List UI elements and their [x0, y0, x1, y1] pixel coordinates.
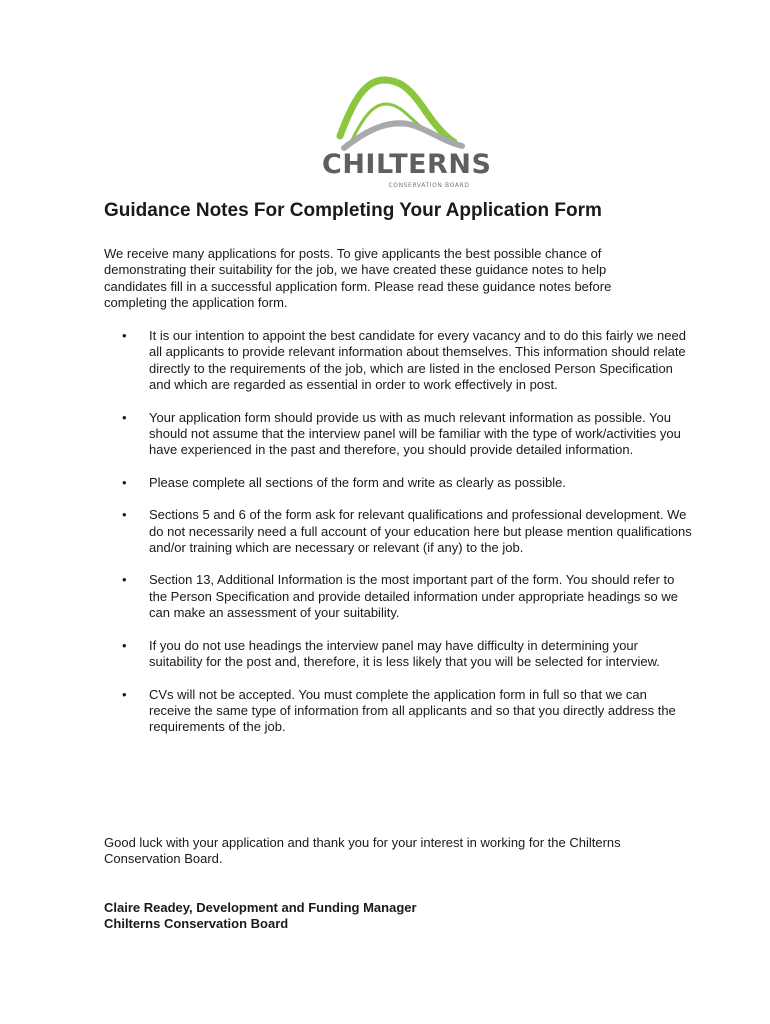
- bullet-icon: •: [122, 507, 127, 523]
- list-item: [122, 410, 692, 459]
- bullet-icon: •: [122, 572, 127, 588]
- bullet-icon: •: [122, 686, 127, 702]
- list-item: [122, 687, 692, 736]
- bullet-icon: •: [122, 328, 127, 343]
- list-item-text: Section 13, Additional Information is the most important part of the form. You should refer to the Person Specification and provide detailed information under appropriate headings so we can make an assessment of your suitability.: [149, 572, 679, 621]
- hills-logo-icon: [322, 74, 472, 154]
- signature-name: Claire Readey, Development and Funding Manager: [104, 900, 417, 915]
- document-title: Guidance Notes For Completing Your Application Form: [104, 200, 602, 221]
- intro-paragraph: We receive many applications for posts. To give applicants the best possible chance of demonstrating their suitability for the job, we have created these guidance notes to help candidates fill in a successful application form. Please read these guidance notes before completing the application form.: [104, 246, 612, 311]
- signature-block: [104, 900, 664, 933]
- list-item-text: CVs will not be accepted. You must complete the application form in full so that we can receive the same type of information from all applicants and so that you directly address the requirements of the job.: [149, 686, 676, 735]
- list-item-text: Sections 5 and 6 of the form ask for relevant qualifications and professional development. We do not necessarily need a full account of your education here but please mention qualifications and/or training which are necessary or relevant (if any) to the job.: [149, 507, 692, 556]
- closing-paragraph: Good luck with your application and thank you for your interest in working for the Chilterns Conservation Board.: [104, 835, 621, 867]
- guidance-list: [122, 328, 692, 752]
- list-item-text: Please complete all sections of the form and write as clearly as possible.: [149, 474, 566, 490]
- bullet-icon: •: [122, 409, 127, 425]
- list-item-text: If you do not use headings the interview panel may have difficulty in determining your suitability for the post and, therefore, it is less likely that you will be selected for interview.: [149, 637, 660, 670]
- logo-subtitle: CONSERVATION BOARD: [388, 182, 470, 189]
- signature-organisation: Chilterns Conservation Board: [104, 916, 289, 932]
- list-item-text: It is our intention to appoint the best candidate for every vacancy and to do this fairly we need all applicants to provide relevant information about themselves. This information should relate directly to the requirements of the job, which are listed in the enclosed Person Specification and which are regarded as essential in order to work effectively in post.: [149, 328, 686, 393]
- list-item-text: Your application form should provide us with as much relevant information as possible. You should not assume that the interview panel will be familiar with the type of work/activities you have experienced in the past and therefore, you should provide detailed information.: [149, 409, 681, 458]
- list-item: [122, 328, 692, 394]
- bullet-icon: •: [122, 637, 127, 653]
- logo-wordmark: CHILTERNS: [322, 149, 492, 180]
- chilterns-logo: [322, 74, 492, 192]
- list-item: [122, 507, 692, 556]
- list-item: [122, 638, 692, 671]
- list-item: [122, 475, 692, 491]
- list-item: [122, 572, 692, 621]
- bullet-icon: •: [122, 474, 127, 490]
